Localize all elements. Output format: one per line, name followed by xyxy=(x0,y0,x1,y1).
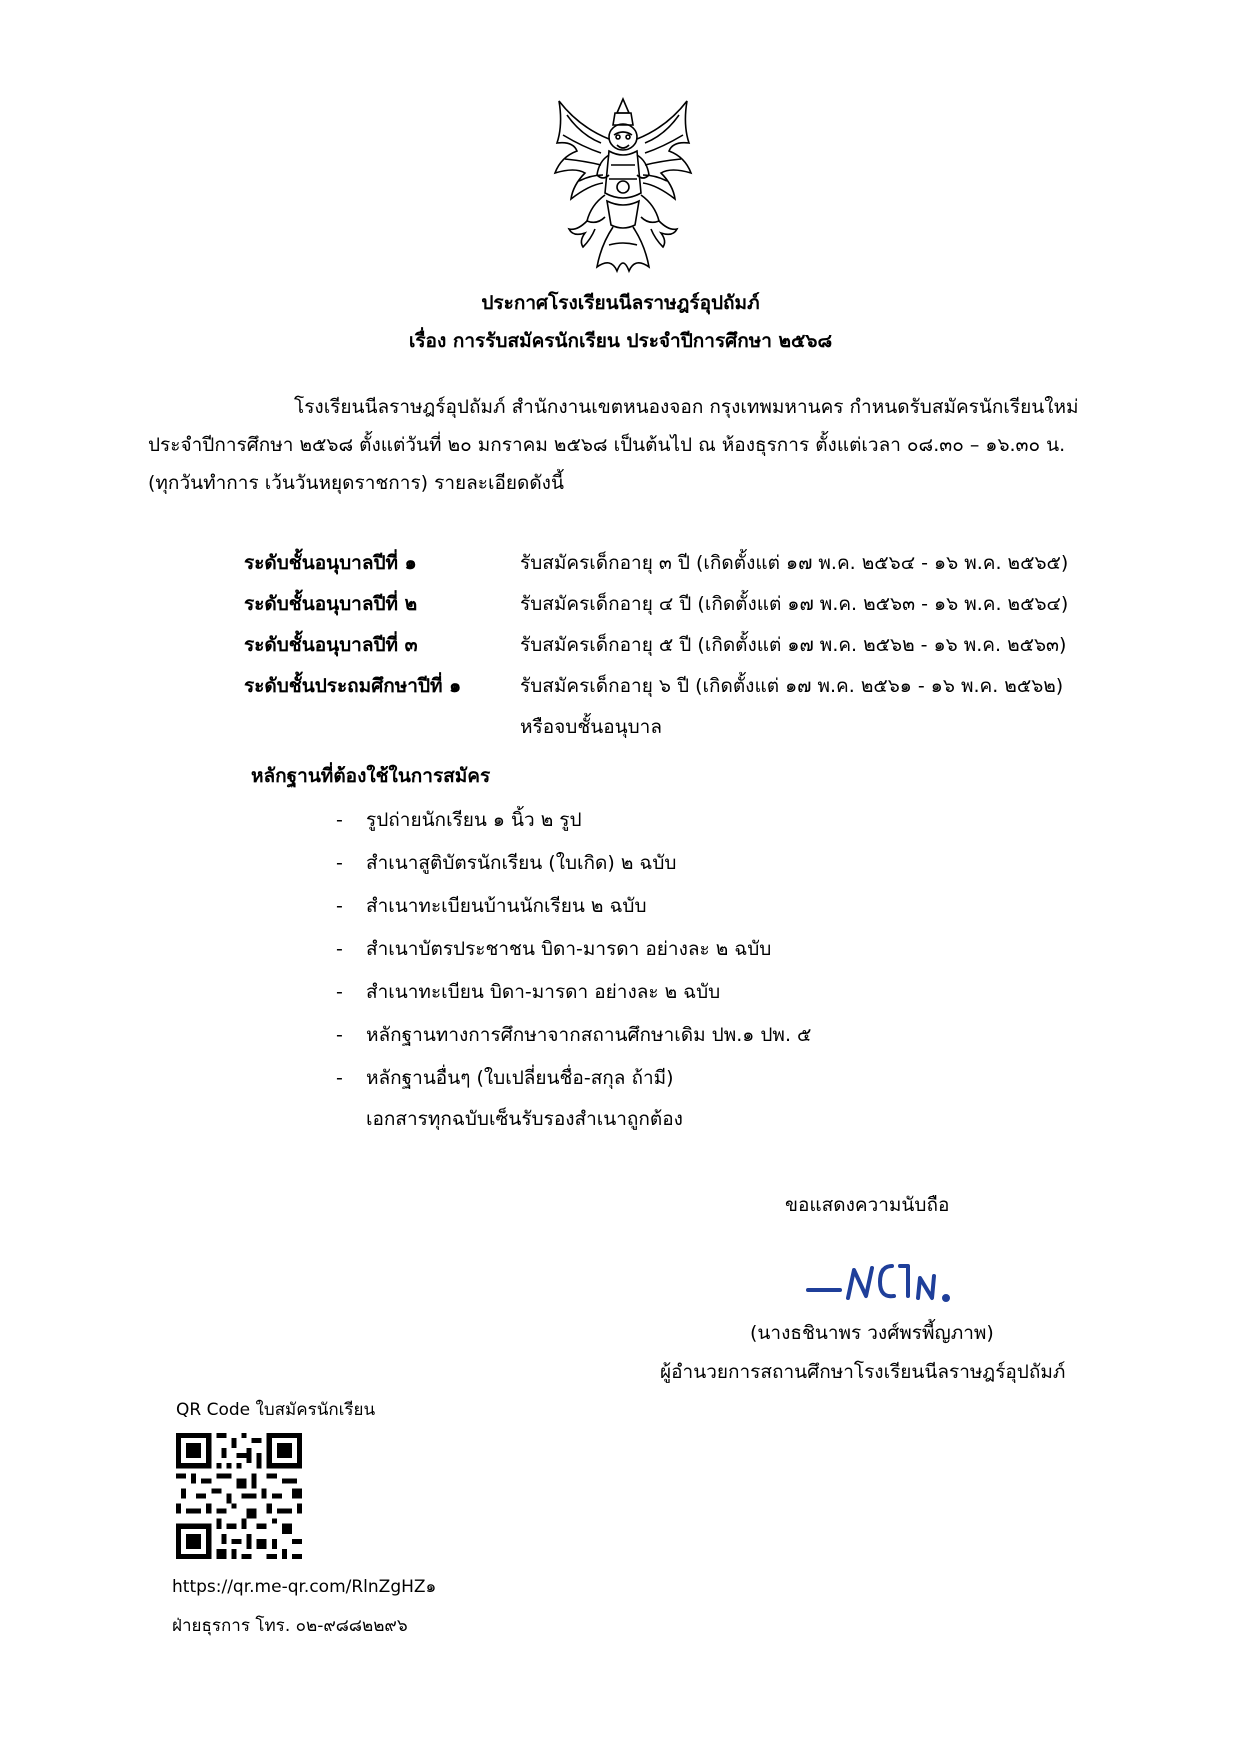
grade-level-row xyxy=(244,665,1068,706)
grade-level-row xyxy=(244,583,1068,624)
signer-name: (นางธชินาพร วงศ์พรพี้ญภาพ) xyxy=(750,1322,994,1344)
grade-level-row xyxy=(244,542,1068,583)
signature-icon xyxy=(800,1252,970,1312)
contact-phone: ฝ่ายธุรการ โทร. ๐๒-๙๘๘๒๒๙๖ xyxy=(172,1616,408,1636)
list-item xyxy=(336,1013,811,1056)
grade-levels-list xyxy=(244,542,1068,747)
bullet-dash: - xyxy=(336,937,343,960)
bullet-dash: - xyxy=(336,1066,343,1089)
documents-note: เอกสารทุกฉบับเซ็นรับรองสำเนาถูกต้อง xyxy=(366,1108,683,1130)
grade-level-requirement: รับสมัครเด็กอายุ ๓ ปี (เกิดตั้งแต่ ๑๗ พ.ค. ๒๕๖๔ - ๑๖ พ.ค. ๒๕๖๕) xyxy=(520,551,1069,574)
document-item: หลักฐานทางการศึกษาจากสถานศึกษาเดิม ปพ.๑ ปพ. ๕ xyxy=(366,1023,812,1046)
body-line: ประจำปีการศึกษา ๒๕๖๘ ตั้งแต่วันที่ ๒๐ มกราคม ๒๕๖๘ เป็นต้นไป ณ ห้องธุรการ ตั้งแต่เวลา ๐๘.๓๐ – ๑๖.๓๐ น. xyxy=(148,434,1066,456)
grade-level-row xyxy=(244,624,1068,665)
bullet-dash: - xyxy=(336,1023,343,1046)
garuda-emblem-icon xyxy=(551,95,695,279)
document-item: สำเนาบัตรประชาชน บิดา-มารดา อย่างละ ๒ ฉบับ xyxy=(366,937,772,960)
announcement-subject: เรื่อง การรับสมัครนักเรียน ประจำปีการศึกษา ๒๕๖๘ xyxy=(408,330,833,352)
grade-level-extra-note: หรือจบชั้นอนุบาล xyxy=(520,715,662,738)
grade-level-name: ระดับชั้นอนุบาลปีที่ ๑ xyxy=(244,551,417,574)
qr-label: QR Code ใบสมัครนักเรียน xyxy=(176,1400,376,1420)
grade-level-name: ระดับชั้นอนุบาลปีที่ ๒ xyxy=(244,592,418,615)
signer-title: ผู้อำนวยการสถานศึกษาโรงเรียนนีลราษฎร์อุปถัมภ์ xyxy=(660,1361,1066,1383)
bullet-dash: - xyxy=(336,894,343,917)
list-item xyxy=(336,927,811,970)
announcement-title: ประกาศโรงเรียนนีลราษฎร์อุปถัมภ์ xyxy=(481,292,760,314)
body-line: โรงเรียนนีลราษฎร์อุปถัมภ์ สำนักงานเขตหนองจอก กรุงเทพมหานคร กำหนดรับสมัครนักเรียนใหม่ xyxy=(294,396,1079,418)
list-item xyxy=(336,1056,811,1099)
document-item: หลักฐานอื่นๆ (ใบเปลี่ยนชื่อ-สกุล ถ้ามี) xyxy=(366,1066,674,1089)
grade-level-requirement: รับสมัครเด็กอายุ ๔ ปี (เกิดตั้งแต่ ๑๗ พ.ค. ๒๕๖๓ - ๑๖ พ.ค. ๒๕๖๔) xyxy=(520,592,1069,615)
announcement-body xyxy=(148,388,1133,502)
grade-level-name: ระดับชั้นประถมศึกษาปีที่ ๑ xyxy=(244,674,462,697)
documents-heading: หลักฐานที่ต้องใช้ในการสมัคร xyxy=(251,765,491,787)
grade-level-name: ระดับชั้นอนุบาลปีที่ ๓ xyxy=(244,633,418,656)
document-item: รูปถ่ายนักเรียน ๑ นิ้ว ๒ รูป xyxy=(366,808,582,831)
qr-url-link[interactable]: https://qr.me-qr.com/RlnZgHZ๑ xyxy=(172,1577,437,1597)
document-item: สำเนาสูติบัตรนักเรียน (ใบเกิด) ๒ ฉบับ xyxy=(366,851,677,874)
documents-list xyxy=(336,798,811,1099)
bullet-dash: - xyxy=(336,808,343,831)
bullet-dash: - xyxy=(336,851,343,874)
closing-phrase: ขอแสดงความนับถือ xyxy=(785,1194,950,1216)
bullet-dash: - xyxy=(336,980,343,1003)
body-line: (ทุกวันทำการ เว้นวันหยุดราชการ) รายละเอียดดังนี้ xyxy=(148,472,564,494)
list-item xyxy=(336,841,811,884)
list-item xyxy=(336,798,811,841)
list-item xyxy=(336,884,811,927)
list-item xyxy=(336,970,811,1013)
document-item: สำเนาทะเบียน บิดา-มารดา อย่างละ ๒ ฉบับ xyxy=(366,980,721,1003)
grade-level-requirement: รับสมัครเด็กอายุ ๕ ปี (เกิดตั้งแต่ ๑๗ พ.ค. ๒๕๖๒ - ๑๖ พ.ค. ๒๕๖๓) xyxy=(520,633,1067,656)
grade-level-requirement: รับสมัครเด็กอายุ ๖ ปี (เกิดตั้งแต่ ๑๗ พ.ค. ๒๕๖๑ - ๑๖ พ.ค. ๒๕๖๒) xyxy=(520,674,1064,697)
qr-code-icon[interactable] xyxy=(176,1433,302,1559)
document-item: สำเนาทะเบียนบ้านนักเรียน ๒ ฉบับ xyxy=(366,894,647,917)
